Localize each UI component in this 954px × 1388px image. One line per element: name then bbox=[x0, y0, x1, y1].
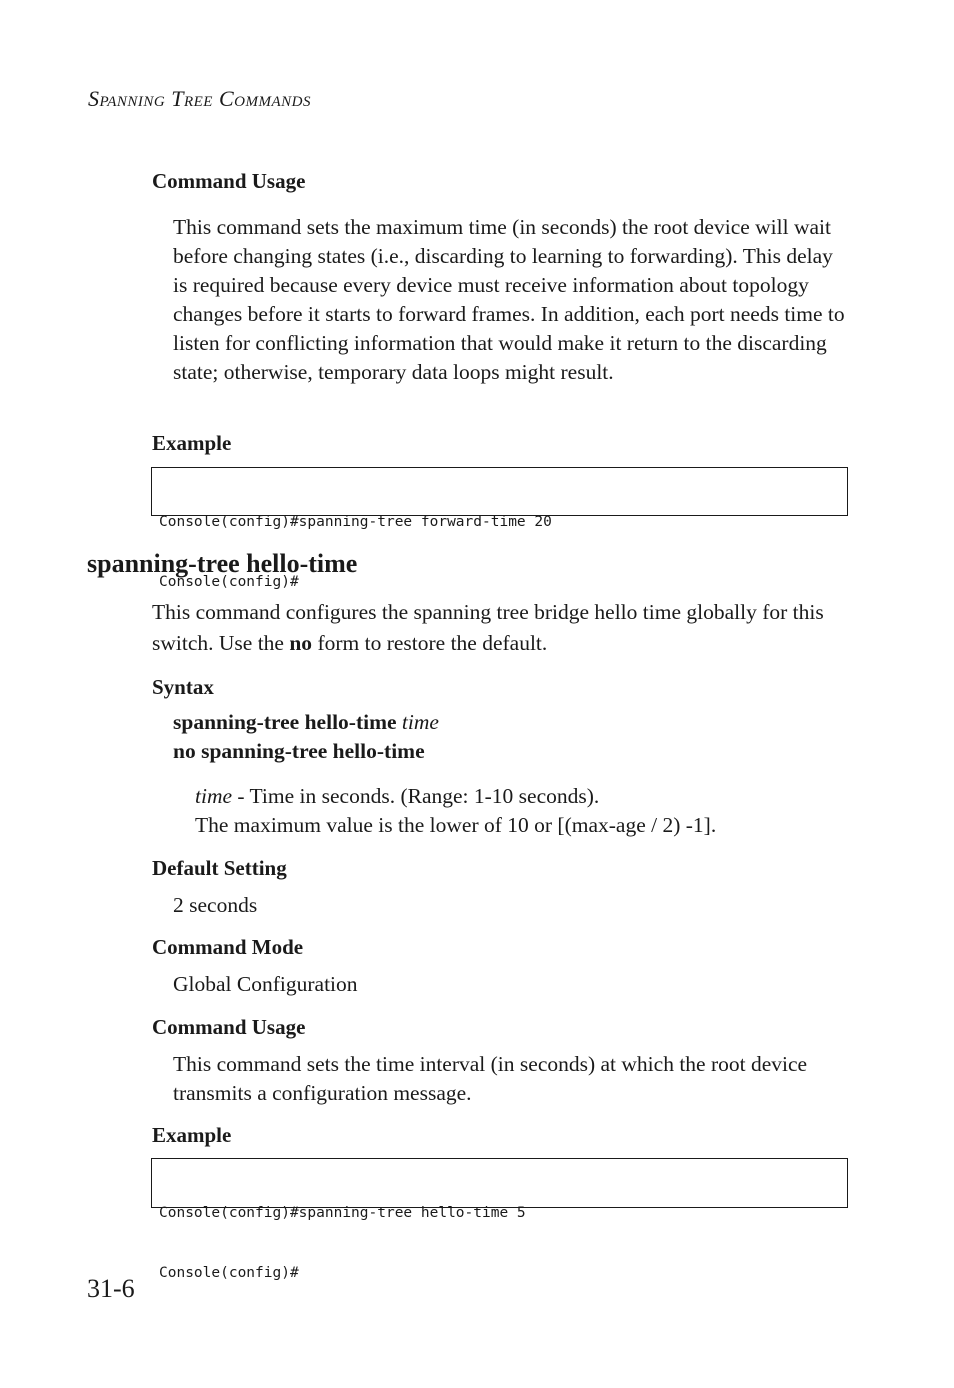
parameter-text: - Time in seconds. (Range: 1-10 seconds). bbox=[232, 784, 600, 808]
code-line: Console(config)# bbox=[159, 1265, 299, 1281]
command-mode-value: Global Configuration bbox=[173, 972, 358, 996]
command-usage-heading: Command Usage bbox=[152, 169, 306, 193]
intro-text-after: form to restore the default. bbox=[312, 631, 548, 655]
syntax-argument: time bbox=[401, 710, 439, 734]
command-usage-text: This command sets the maximum time (in seconds) the root device will wait before changing states (i.e., discarding to learning to forwarding). This delay is required because every device must receive information about topology changes before it starts to forward frames. In addition, each port needs time to listen for conflicting information that would make it return to the discarding state; otherwise, temporary data loops might result. bbox=[173, 215, 845, 384]
parameter-note: The maximum value is the lower of 10 or [(max-age / 2) -1]. bbox=[195, 813, 717, 837]
intro-text-before: This command configures the spanning tree bridge hello time globally for this switch. Use the bbox=[152, 600, 824, 655]
command-usage-heading: Command Usage bbox=[152, 1015, 306, 1039]
default-setting-value: 2 seconds bbox=[173, 893, 258, 917]
example-heading: Example bbox=[152, 431, 232, 455]
command-usage-text: This command sets the time interval (in seconds) at which the root device transmits a configuration message. bbox=[173, 1052, 808, 1105]
syntax-heading: Syntax bbox=[152, 675, 214, 699]
example-code-block bbox=[151, 1158, 848, 1281]
example-heading: Example bbox=[152, 1123, 232, 1147]
parameter-name: time bbox=[195, 784, 233, 808]
syntax-command: spanning-tree hello-time bbox=[173, 710, 402, 734]
parameter-description bbox=[195, 782, 599, 811]
intro-keyword: no bbox=[289, 631, 313, 655]
code-line: Console(config)#spanning-tree hello-time 5 bbox=[159, 1205, 526, 1221]
code-line: Console(config)#spanning-tree forward-time 20 bbox=[159, 514, 552, 530]
command-title: spanning-tree hello-time bbox=[87, 549, 358, 578]
syntax-line-2: no spanning-tree hello-time bbox=[173, 739, 425, 763]
syntax-line-1 bbox=[173, 710, 439, 735]
page-number: 31-6 bbox=[87, 1274, 135, 1303]
command-intro bbox=[152, 597, 852, 659]
running-header: Spanning Tree Commands bbox=[88, 86, 311, 111]
default-setting-heading: Default Setting bbox=[152, 856, 287, 880]
command-mode-heading: Command Mode bbox=[152, 935, 304, 959]
code-line: Console(config)# bbox=[159, 574, 299, 590]
